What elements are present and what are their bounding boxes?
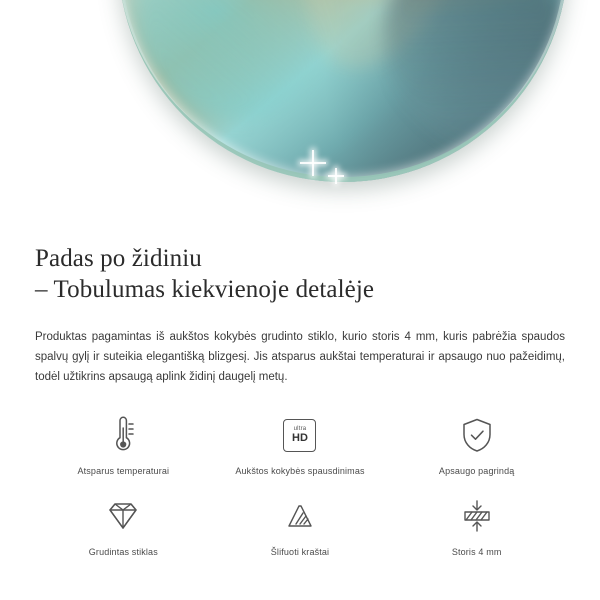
thermometer-icon: [103, 413, 143, 457]
feature-label: Apsaugo pagrindą: [438, 466, 515, 476]
feature-item-polished-edges: [212, 494, 389, 557]
feature-item-surface-protection: [388, 413, 565, 476]
page-title-line-1: Padas po židiniu: [35, 245, 202, 272]
ultra-hd-badge-top: ultra: [293, 426, 307, 432]
feature-label: Storis 4 mm: [451, 547, 502, 557]
feature-label: Šlifuoti kraštai: [270, 547, 330, 557]
page-title-line-2: – Tobulumas kiekvienoje detalėje: [35, 276, 375, 303]
feature-label: Grudintas stiklas: [88, 547, 158, 557]
text-content: [0, 243, 600, 557]
page-title: [35, 243, 565, 305]
feature-item-print-quality: [212, 413, 389, 476]
ultra-hd-badge-bottom: HD: [292, 432, 308, 444]
feature-item-tempered-glass: [35, 494, 212, 557]
glass-rim: [118, 0, 568, 182]
hero-image: [0, 0, 600, 215]
polished-edges-icon: [279, 494, 321, 538]
body-paragraph: Produktas pagamintas iš aukštos kokybės grudinto stiklo, kurio storis 4 mm, kuris pabrėžia spaudos spalvų gylį ir suteikia elegantišką blizgesį. Jis atsparus aukštai temperaturai ir apsaugo nuo pažeidimų, todėl užtikrins apsaugą aplink židinį daugelį metų.: [35, 331, 565, 383]
diamond-icon: [102, 494, 144, 538]
feature-item-thickness: [388, 494, 565, 557]
feature-label: Aukštos kokybės spausdinimas: [235, 466, 365, 476]
feature-label: Atsparus temperaturai: [77, 466, 170, 476]
glass-pad-disc: [118, 0, 568, 182]
thickness-arrows-icon: [456, 494, 498, 538]
feature-item-temperature: [35, 413, 212, 476]
feature-grid: [35, 413, 565, 557]
ultra-hd-icon: [283, 413, 316, 457]
shield-check-icon: [457, 413, 497, 457]
